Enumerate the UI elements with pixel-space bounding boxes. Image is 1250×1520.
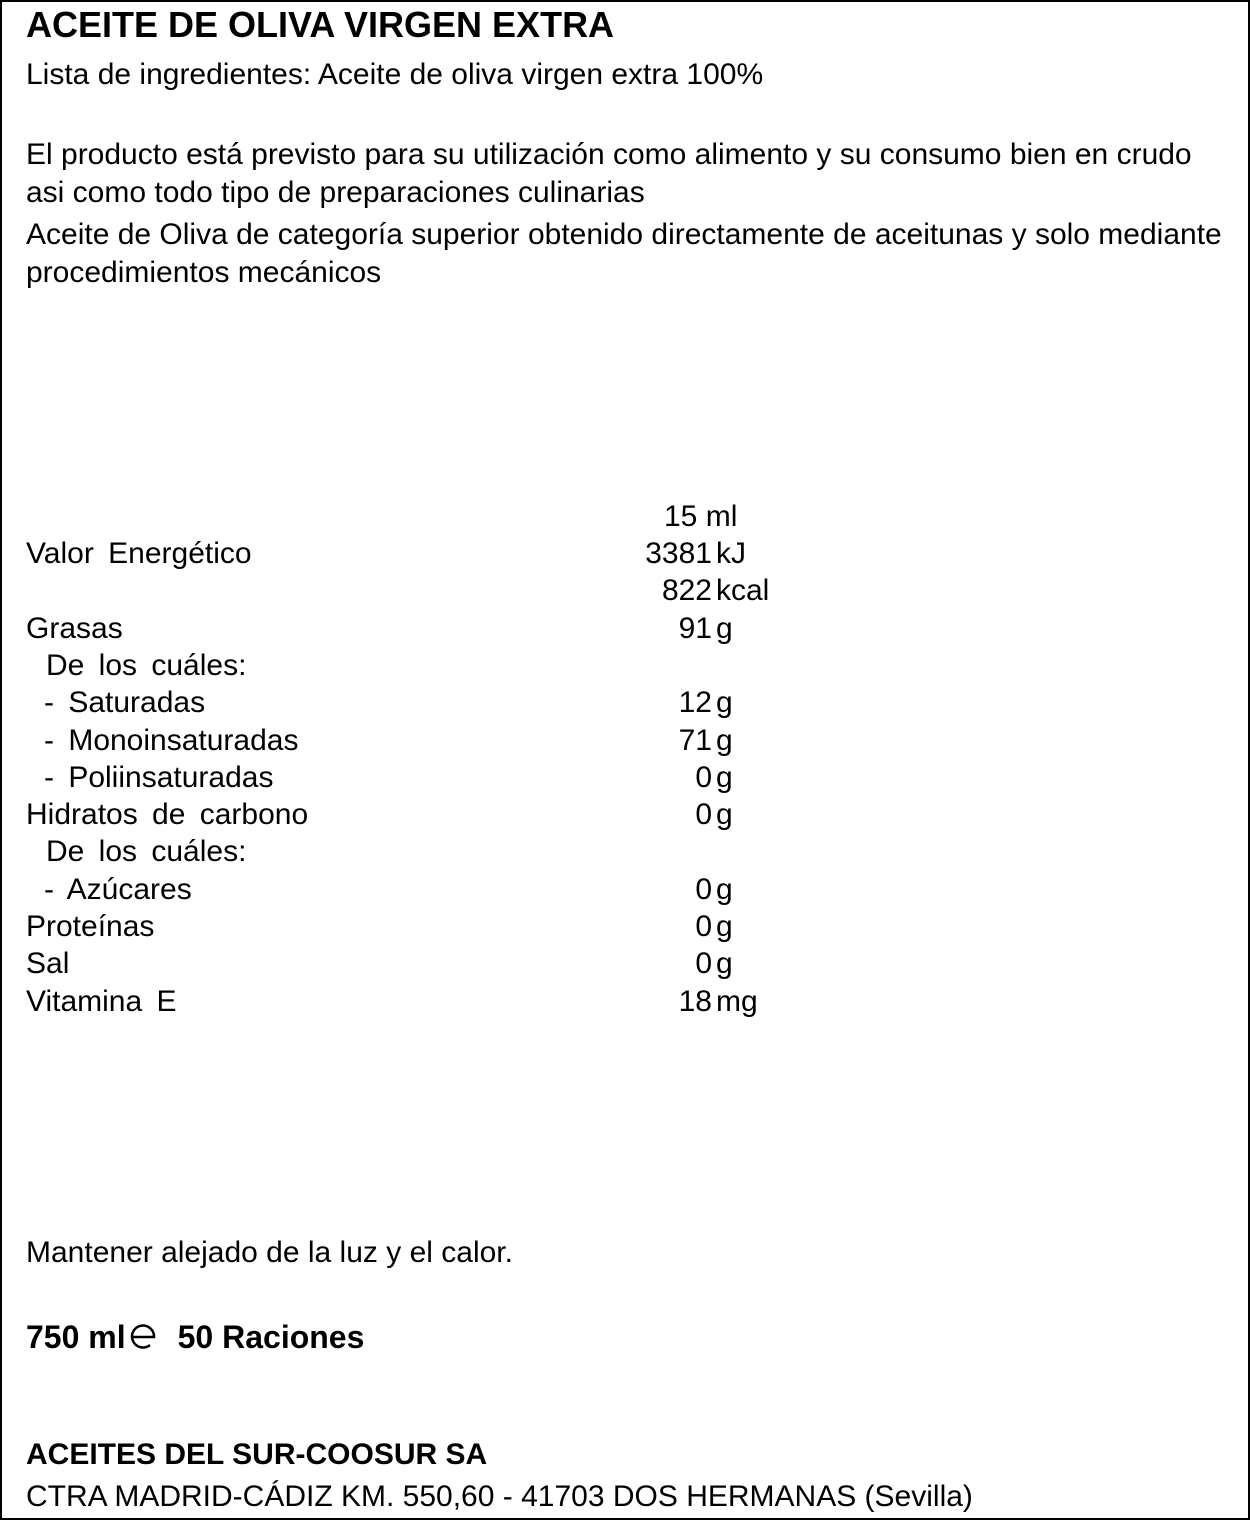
nutrient-value: 0	[695, 798, 712, 832]
company-address: CTRA MADRID-CÁDIZ KM. 550,60 - 41703 DOS HERMANAS (Sevilla)	[26, 1480, 973, 1513]
nutrient-value: 18	[678, 984, 712, 1018]
usage-paragraph: El producto está previsto para su utilización como alimento y su consumo bien en crudo asi como todo tipo de preparaciones culinarias	[26, 138, 1192, 209]
nutrient-label: Grasas	[26, 611, 123, 645]
nutrition-row	[0, 908, 1250, 946]
nutrient-unit: g	[716, 910, 733, 943]
nutrition-row	[0, 871, 1250, 909]
nutrition-row	[0, 535, 1250, 573]
nutrition-row	[0, 647, 1250, 685]
nutrition-row	[0, 945, 1250, 983]
nutrient-unit: g	[716, 723, 733, 757]
nutrition-row	[0, 610, 1250, 648]
ingredients-list: Lista de ingredientes: Aceite de oliva virgen extra 100%	[26, 58, 764, 91]
nutrition-row	[0, 833, 1250, 871]
nutrient-label: De los cuáles:	[46, 648, 247, 682]
nutrient-label: De los cuáles:	[46, 835, 247, 869]
quantity-line	[26, 1316, 364, 1362]
nutrient-unit: mg	[716, 984, 758, 1018]
nutrient-unit: g	[716, 760, 733, 794]
nutrient-label: - Azúcares	[44, 872, 192, 906]
nutrition-row	[0, 572, 1250, 610]
nutrient-unit: kcal	[716, 574, 770, 608]
nutrient-unit: g	[716, 798, 733, 832]
nutrient-value: 0	[695, 760, 712, 794]
nutrient-value: 12	[678, 686, 712, 720]
nutrient-unit: g	[716, 872, 733, 906]
nutrient-unit: g	[716, 686, 733, 720]
servings-count: 50 Raciones	[177, 1319, 365, 1355]
nutrient-value: 0	[695, 910, 712, 943]
nutrient-value: 71	[678, 723, 712, 757]
nutrition-row	[0, 983, 1250, 1021]
nutrient-value: 822	[661, 574, 712, 608]
nutrient-label: Valor Energético	[26, 537, 252, 570]
nutrition-row	[0, 722, 1250, 760]
storage-instructions: Mantener alejado de la luz y el calor.	[26, 1236, 513, 1269]
nutrient-value: 3381	[645, 537, 712, 570]
nutrient-label: - Saturadas	[44, 686, 206, 720]
nutrient-value: 0	[695, 947, 712, 981]
nutrient-label: Proteínas	[26, 910, 155, 943]
company-name: ACEITES DEL SUR-COOSUR SA	[26, 1438, 488, 1471]
nutrient-label: - Monoinsaturadas	[44, 723, 299, 757]
nutrient-label: Hidratos de carbono	[26, 798, 309, 832]
nutrient-label: Vitamina E	[26, 984, 177, 1018]
net-volume: 750 ml	[26, 1319, 126, 1355]
product-title: ACEITE DE OLIVA VIRGEN EXTRA	[26, 4, 615, 45]
nutrition-row	[0, 796, 1250, 834]
estimated-sign-icon	[128, 1320, 158, 1362]
nutrient-unit: g	[716, 611, 733, 645]
nutrient-unit: kJ	[716, 537, 746, 570]
nutrient-value: 0	[695, 872, 712, 906]
nutrient-unit: g	[716, 947, 733, 981]
category-paragraph: Aceite de Oliva de categoría superior obtenido directamente de aceitunas y solo mediante procedimientos mecánicos	[26, 218, 1222, 289]
nutrition-row	[0, 759, 1250, 797]
nutrition-row	[0, 684, 1250, 722]
serving-size: 15 ml	[664, 500, 738, 533]
nutrient-label: - Poliinsaturadas	[44, 760, 274, 794]
nutrient-value: 91	[678, 611, 712, 645]
nutrient-label: Sal	[26, 947, 70, 981]
